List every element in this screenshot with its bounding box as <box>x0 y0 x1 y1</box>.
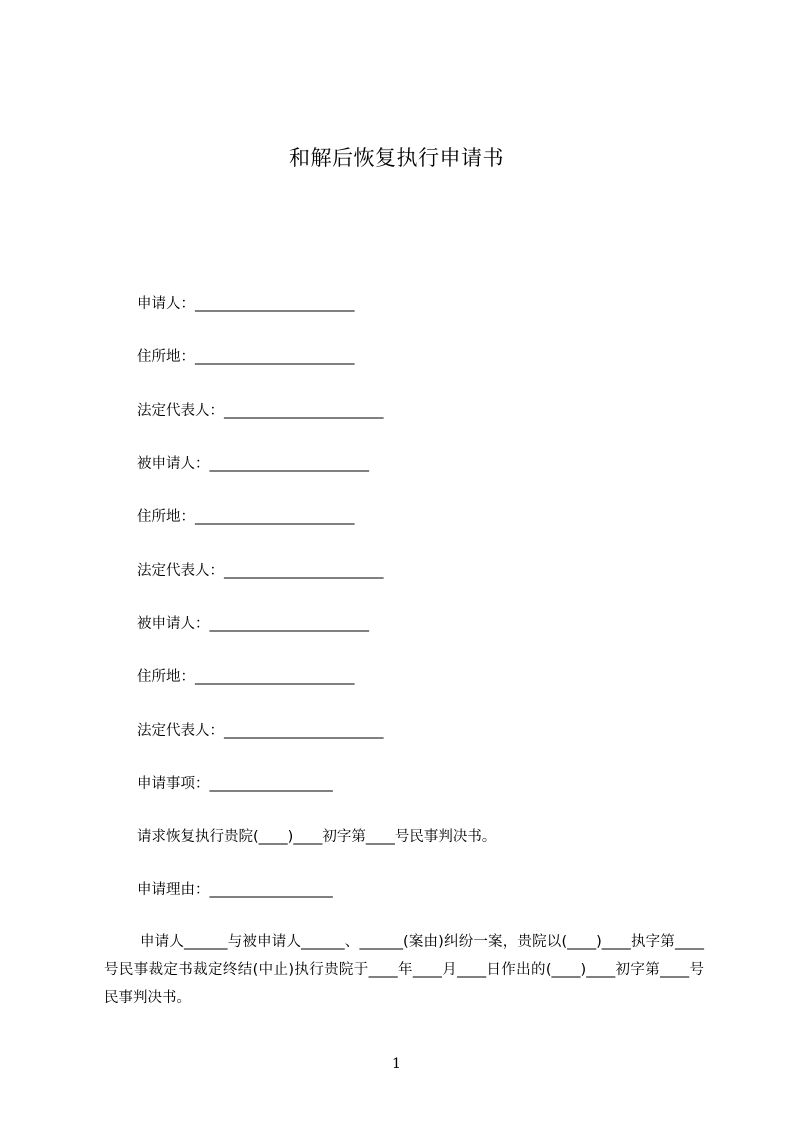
application-items-line: 申请事项：_________________ <box>137 776 333 792</box>
respondent-line: 被申请人：______________________ <box>137 456 369 472</box>
respondent-2-line: 被申请人：______________________ <box>137 616 369 632</box>
body-paragraph: 申请人______与被申请人______、______(案由)纠纷一案，贵院以(____)____执字第____号民事裁定书裁定终结(中止)执行贵院于____年____月____日作出的(____)____初字第____号民事判决书。 <box>104 934 704 1006</box>
applicant-legal-rep-line: 法定代表人：______________________ <box>137 403 384 419</box>
respondent-legal-rep-line: 法定代表人：______________________ <box>137 563 384 579</box>
applicant-address-line: 住所地：______________________ <box>137 349 355 365</box>
application-reason-line: 申请理由：_________________ <box>137 882 333 898</box>
respondent-2-address-line: 住所地：______________________ <box>137 669 355 685</box>
page-title: 和解后恢复执行申请书 <box>289 146 504 170</box>
applicant-line: 申请人：______________________ <box>137 296 355 312</box>
request-statement: 请求恢复执行贵院(____)____初字第____号民事判决书。 <box>137 829 497 845</box>
respondent-address-line: 住所地：______________________ <box>137 509 355 525</box>
respondent-2-legal-rep-line: 法定代表人：______________________ <box>137 723 384 739</box>
page-number: 1 <box>392 1056 401 1072</box>
